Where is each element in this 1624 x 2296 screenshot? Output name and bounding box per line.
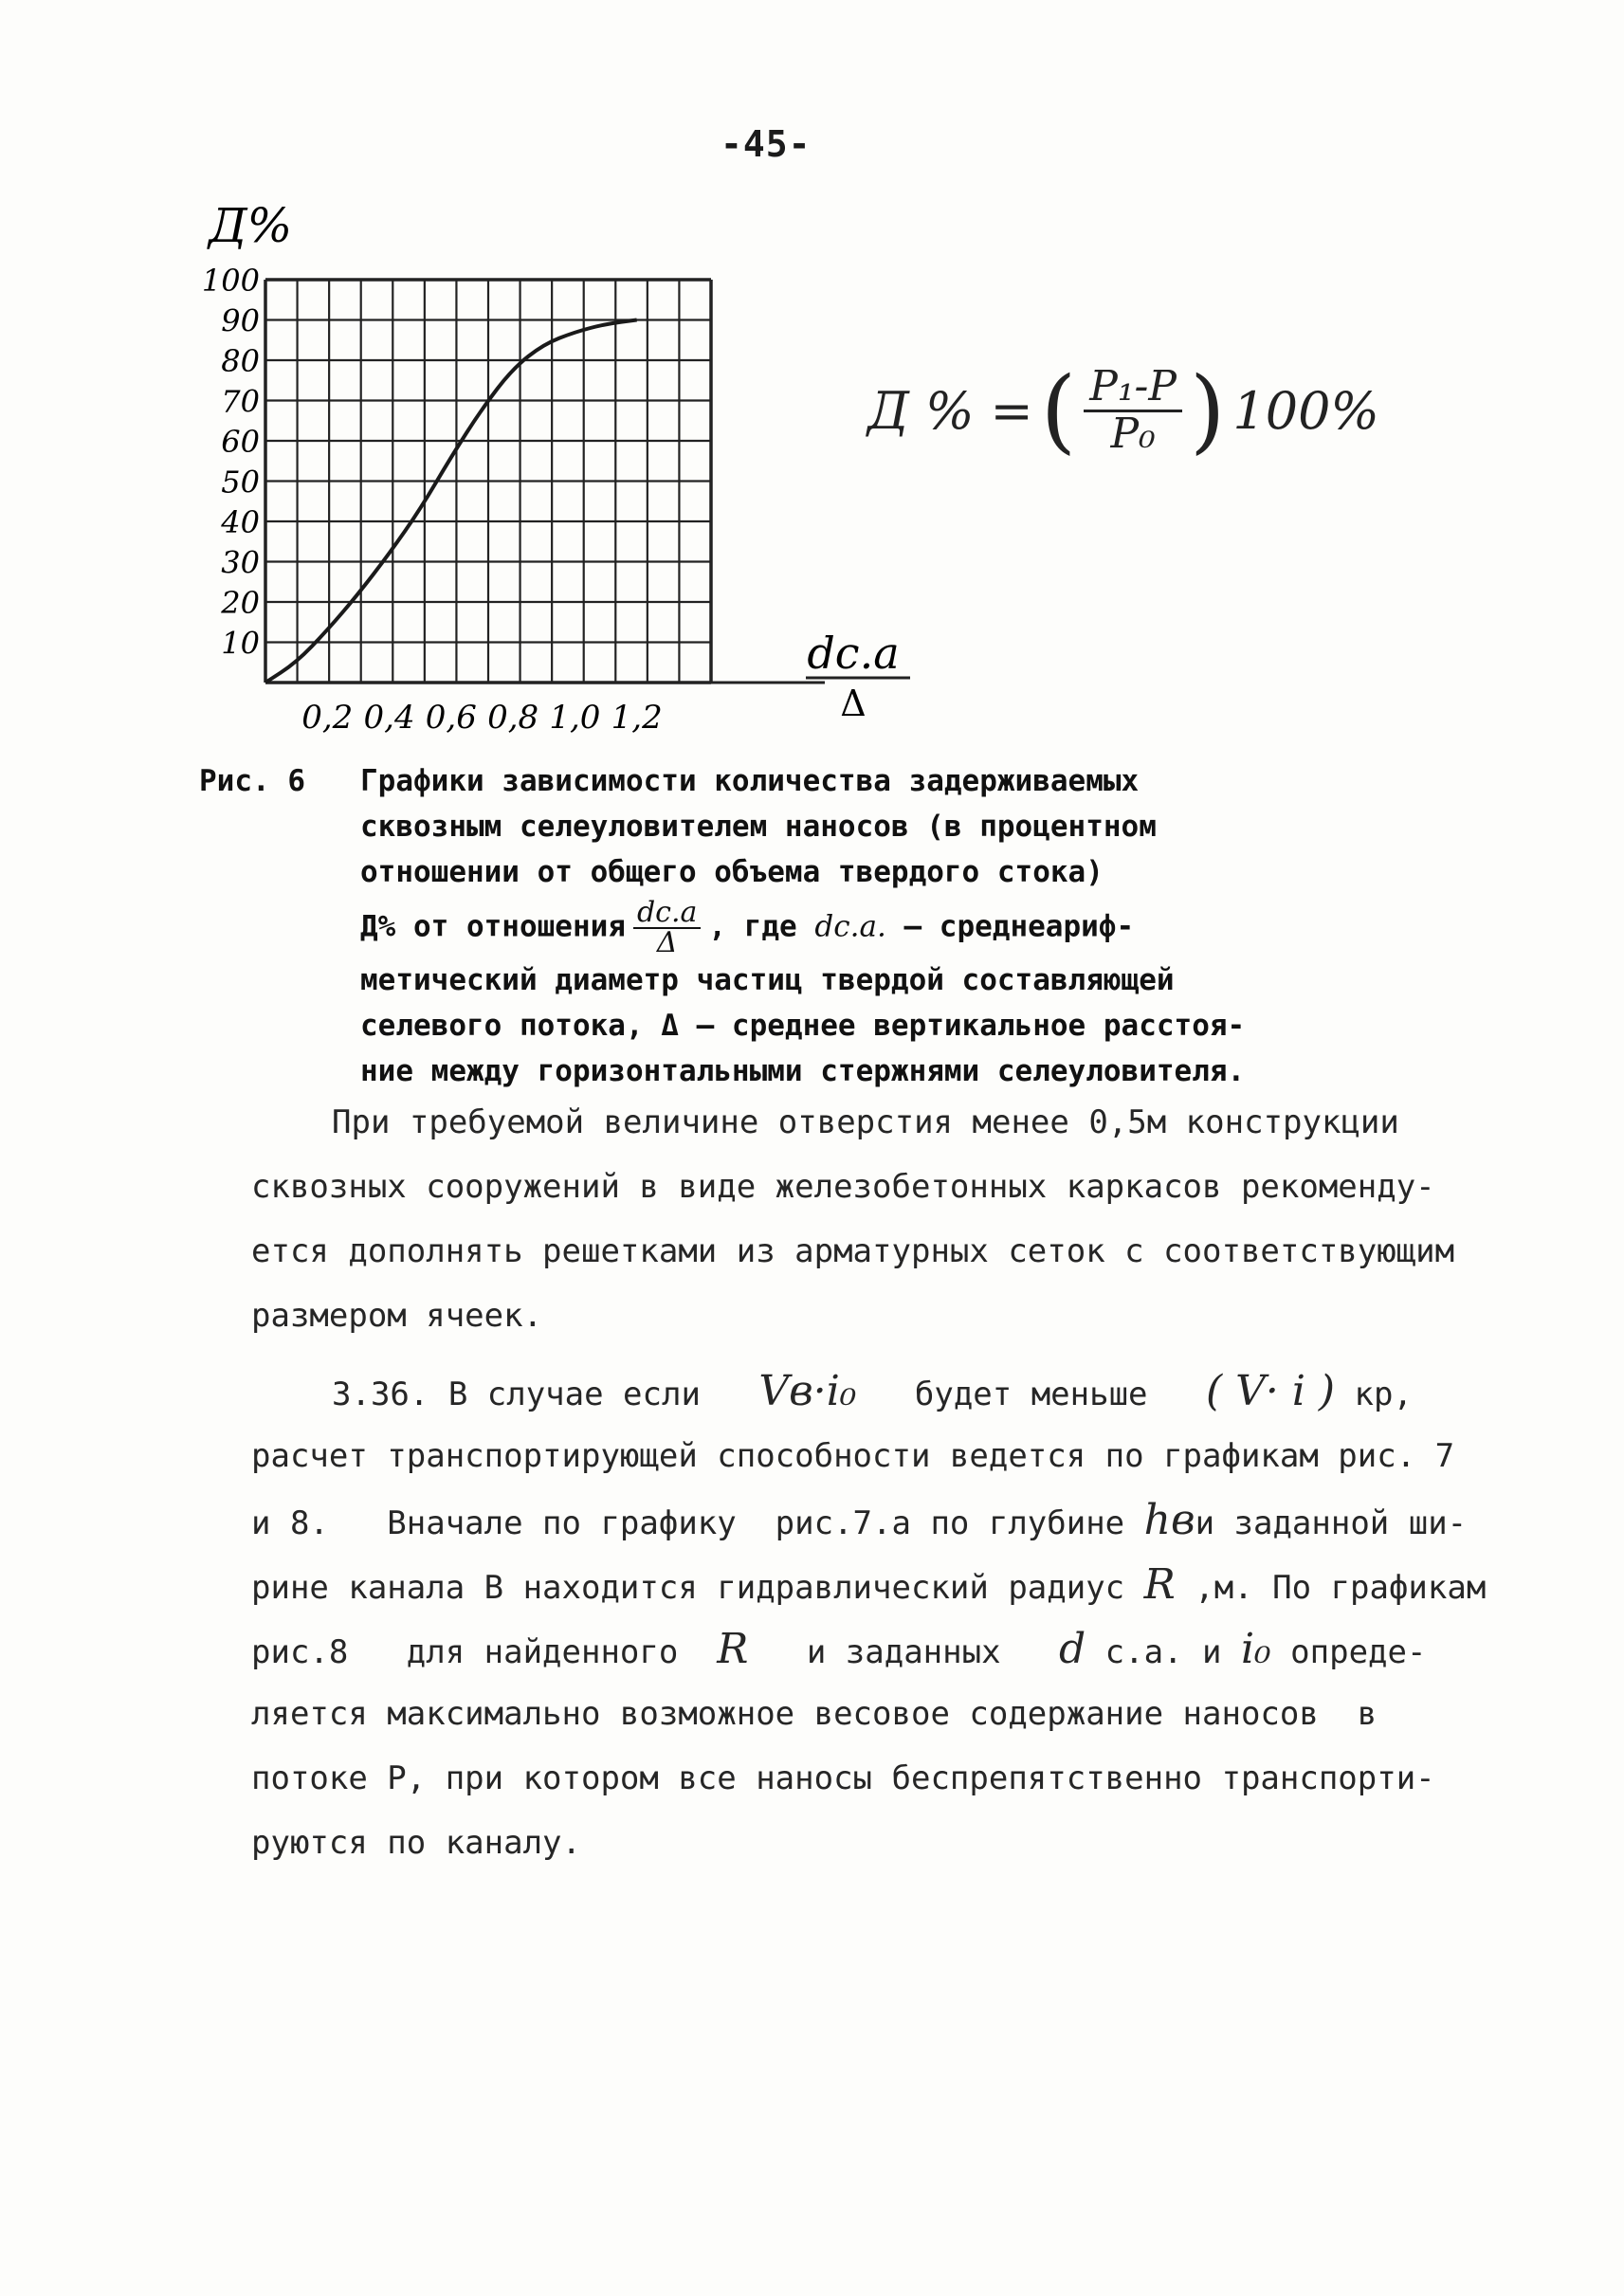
paragraph-line: потоке Р, при котором все наносы беспрепятственно транспорти-: [251, 1759, 1435, 1797]
caption-line: отношении от общего объема твердого стока): [360, 855, 1104, 889]
formula-rhs: 100%: [1232, 380, 1379, 441]
caption-frac-num: dc.a: [633, 899, 701, 929]
caption-label: Рис. 6: [199, 764, 305, 798]
y-tick-label: 50: [221, 464, 260, 501]
x-axis-label-numerator: dc.a: [807, 628, 900, 679]
x-tick-label: 0,8: [487, 699, 539, 737]
formula-symbol: Vв·i₀: [758, 1367, 857, 1415]
formula-symbol: R: [1143, 1560, 1176, 1609]
formula-open-paren: (: [1040, 357, 1077, 464]
text-run: кр,: [1354, 1376, 1413, 1413]
paragraph-line: размером ячеек.: [251, 1297, 543, 1335]
paragraph-line: [251, 1617, 1426, 1685]
caption-line: Д% от отношения: [360, 909, 626, 944]
paragraph-line: ется дополнять решетками из арматурных сеток с соответствующим: [251, 1232, 1455, 1270]
paragraph-line: [251, 1488, 1467, 1556]
paragraph-line: расчет транспортирующей способности ведется по графикам рис. 7: [251, 1437, 1455, 1475]
formula-symbol: ( V· i ): [1205, 1367, 1336, 1415]
caption-line-tail: , где: [708, 909, 797, 944]
paragraph-line: ляется максимально возможное весовое содержание наносов в: [251, 1695, 1378, 1733]
text-run: 3.36. В случае если: [332, 1376, 701, 1413]
formula-symbol: R: [717, 1625, 749, 1673]
text-run: и заданных: [806, 1633, 1001, 1671]
y-tick-label: 60: [221, 424, 260, 460]
y-tick-label: 100: [201, 263, 260, 299]
caption-fraction: [633, 896, 701, 959]
paragraph-line: [332, 1359, 1413, 1427]
paragraph-line: При требуемой величине отверстия менее 0,5м конструкции: [332, 1103, 1399, 1141]
y-tick-label: 20: [221, 585, 260, 621]
x-tick-label: 0,4: [363, 699, 415, 737]
formula-symbol: hв: [1143, 1496, 1195, 1544]
series-line: [265, 320, 637, 683]
y-axis-label: Д%: [209, 198, 293, 253]
y-tick-labels: [202, 263, 260, 662]
text-run: будет меньше: [914, 1376, 1148, 1413]
retention-formula: [867, 357, 1379, 464]
caption-line-end: – среднеариф-: [903, 909, 1135, 944]
text-run: рис.8 для найденного: [251, 1633, 679, 1671]
x-tick-label: 1,0: [549, 699, 601, 737]
x-axis-label-denominator: Δ: [840, 683, 867, 724]
paragraph-line: сквозных сооружений в виде железобетонных каркасов рекоменду-: [251, 1168, 1435, 1206]
text-run: опреде-: [1290, 1633, 1427, 1671]
formula-close-paren: ): [1189, 357, 1226, 464]
y-tick-label: 10: [221, 625, 260, 662]
text-run: и заданной ши-: [1195, 1504, 1468, 1542]
formula-symbol: i₀: [1240, 1625, 1271, 1673]
formula-fraction: [1084, 362, 1182, 458]
x-tick-label: 0,6: [425, 699, 477, 737]
text-run: с.а. и: [1104, 1633, 1222, 1671]
caption-line: Графики зависимости количества задерживаемых: [360, 764, 1140, 798]
caption-frac-den: Δ: [656, 926, 678, 959]
x-tick-label: 0,2: [301, 699, 354, 737]
y-tick-label: 70: [221, 383, 260, 420]
text-run: и 8. Вначале по графику рис.7.а по глубине: [251, 1504, 1125, 1542]
formula-lhs: Д % =: [867, 380, 1033, 441]
page-number: -45-: [721, 123, 812, 165]
x-tick-labels: [301, 699, 662, 737]
formula-numerator: P₁-P: [1084, 365, 1182, 411]
caption-line: сквозным селеуловителем наносов (в процентном: [360, 810, 1157, 844]
y-tick-label: 80: [221, 343, 260, 379]
retention-chart: [152, 190, 1005, 758]
y-tick-label: 30: [221, 544, 260, 581]
caption-line-with-fraction: [360, 896, 1135, 959]
text-run: рине канала В находится гидравлический радиус: [251, 1569, 1125, 1607]
caption-line: метический диаметр частиц твердой составляющей: [360, 963, 1175, 997]
x-tick-label: 1,2: [611, 699, 663, 737]
y-tick-label: 90: [221, 302, 260, 339]
text-run: ,м. По графикам: [1195, 1569, 1487, 1607]
paragraph-line: [251, 1553, 1486, 1620]
formula-denominator: P₀: [1110, 409, 1156, 458]
paragraph-line: руются по каналу.: [251, 1824, 581, 1862]
caption-line: ние между горизонтальными стержнями селеуловителя.: [360, 1054, 1246, 1088]
caption-symbol: dc.a.: [814, 909, 886, 944]
caption-line: селевого потока, Δ – среднее вертикальное расстоя-: [360, 1009, 1246, 1043]
formula-symbol: d: [1058, 1625, 1086, 1673]
y-tick-label: 40: [221, 504, 260, 540]
